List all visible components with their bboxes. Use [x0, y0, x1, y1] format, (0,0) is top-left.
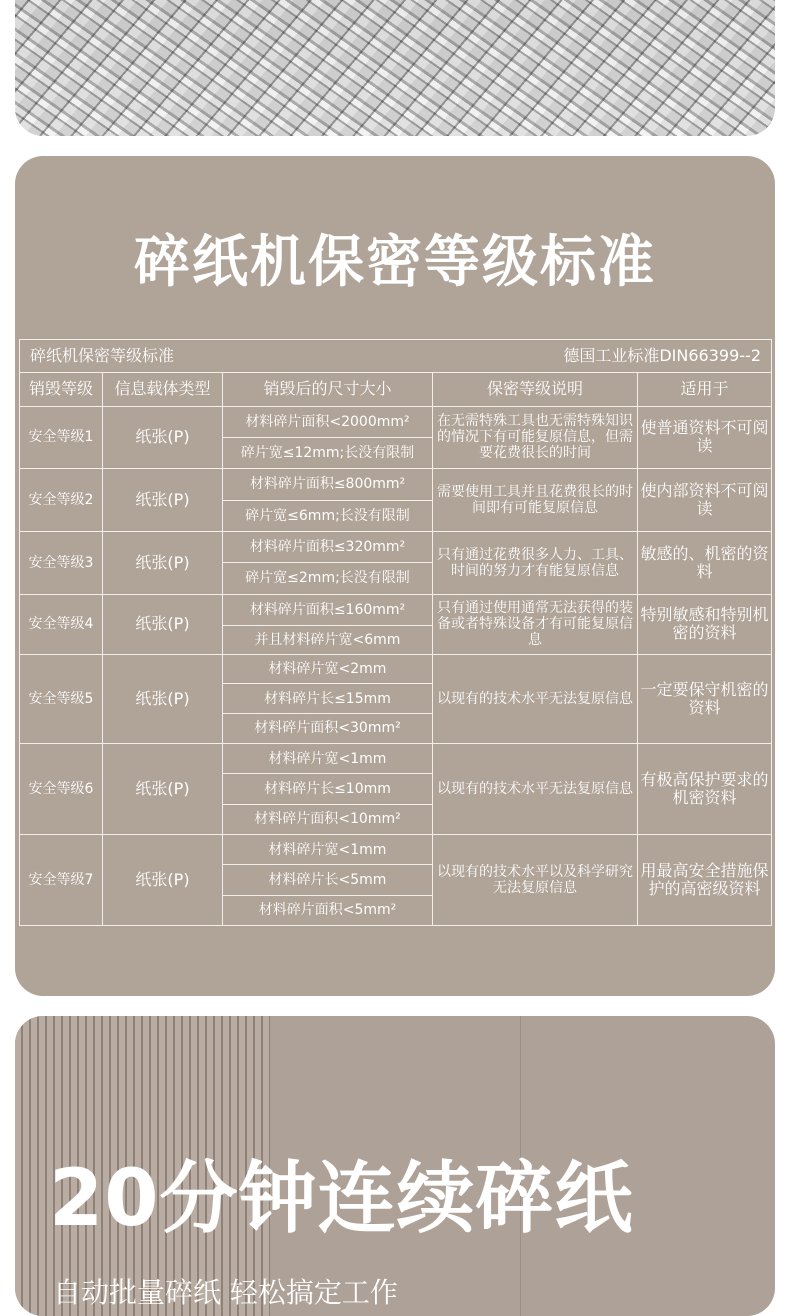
header-level: 销毁等级	[20, 373, 103, 406]
table-row	[20, 744, 772, 774]
header-media: 信息载体类型	[103, 373, 223, 406]
size-cell: 材料碎片面积<5mm²	[223, 895, 433, 925]
level-cell: 安全等级5	[20, 655, 103, 744]
media-cell: 纸张(P)	[103, 594, 223, 655]
media-cell: 纸张(P)	[103, 531, 223, 594]
media-cell: 纸张(P)	[103, 469, 223, 532]
header-description: 保密等级说明	[433, 373, 638, 406]
table-row	[20, 655, 772, 684]
applies-cell: 用最高安全措施保护的高密级资料	[638, 834, 772, 925]
security-standard-card	[15, 156, 775, 996]
size-cell: 碎片宽≤6mm;长没有限制	[223, 500, 433, 531]
applies-cell: 使内部资料不可阅读	[638, 469, 772, 532]
level-cell: 安全等级3	[20, 531, 103, 594]
level-cell: 安全等级7	[20, 834, 103, 925]
applies-cell: 使普通资料不可阅读	[638, 406, 772, 469]
size-cell: 材料碎片长≤10mm	[223, 774, 433, 804]
section-title: 碎纸机保密等级标准	[134, 230, 656, 295]
description-cell: 只有通过使用通常无法获得的装备或者特殊设备才有可能复原信息	[433, 594, 638, 655]
description-cell: 只有通过花费很多人力、工具、时间的努力才有能复原信息	[433, 531, 638, 594]
level-cell: 安全等级6	[20, 744, 103, 835]
security-level-table	[19, 339, 772, 926]
description-cell: 需要使用工具并且花费很长的时间即有可能复原信息	[433, 469, 638, 532]
table-caption-left: 碎纸机保密等级标准	[30, 346, 175, 366]
table-row	[20, 834, 772, 864]
media-cell: 纸张(P)	[103, 744, 223, 835]
size-cell: 材料碎片面积<2000mm²	[223, 406, 433, 437]
continuous-shredding-banner	[15, 1016, 775, 1316]
table-row	[20, 594, 772, 625]
table-caption	[20, 340, 772, 373]
media-cell: 纸张(P)	[103, 655, 223, 744]
header-applies: 适用于	[638, 373, 772, 406]
size-cell: 材料碎片长<5mm	[223, 865, 433, 895]
size-cell: 材料碎片面积<10mm²	[223, 804, 433, 834]
level-cell: 安全等级2	[20, 469, 103, 532]
size-cell: 碎片宽≤2mm;长没有限制	[223, 563, 433, 594]
banner-subtitle: 自动批量碎纸 轻松搞定工作	[53, 1276, 398, 1309]
size-cell: 碎片宽≤12mm;长没有限制	[223, 437, 433, 468]
level-cell: 安全等级1	[20, 406, 103, 469]
table-row	[20, 406, 772, 437]
size-cell: 材料碎片长≤15mm	[223, 684, 433, 713]
size-cell: 材料碎片面积<30mm²	[223, 713, 433, 743]
size-cell: 并且材料碎片宽<6mm	[223, 625, 433, 654]
size-cell: 材料碎片面积≤160mm²	[223, 594, 433, 625]
size-cell: 材料碎片宽<1mm	[223, 834, 433, 864]
table-row	[20, 531, 772, 562]
size-cell: 材料碎片宽<1mm	[223, 744, 433, 774]
applies-cell: 特别敏感和特别机密的资料	[638, 594, 772, 655]
table-caption-right: 德国工业标准DIN66399--2	[563, 346, 761, 366]
header-size: 销毁后的尺寸大小	[223, 373, 433, 406]
description-cell: 以现有的技术水平无法复原信息	[433, 655, 638, 744]
shredded-paper-image	[15, 0, 775, 136]
description-cell: 以现有的技术水平无法复原信息	[433, 744, 638, 835]
description-cell: 以现有的技术水平以及科学研究无法复原信息	[433, 834, 638, 925]
description-cell: 在无需特殊工具也无需特殊知识的情况下有可能复原信息，但需要花费很长的时间	[433, 406, 638, 469]
table-row	[20, 469, 772, 500]
size-cell: 材料碎片宽<2mm	[223, 655, 433, 684]
banner-title: 20分钟连续碎纸	[49, 1154, 634, 1244]
size-cell: 材料碎片面积≤800mm²	[223, 469, 433, 500]
applies-cell: 敏感的、机密的资料	[638, 531, 772, 594]
applies-cell: 有极高保护要求的机密资料	[638, 744, 772, 835]
applies-cell: 一定要保守机密的资料	[638, 655, 772, 744]
media-cell: 纸张(P)	[103, 834, 223, 925]
media-cell: 纸张(P)	[103, 406, 223, 469]
size-cell: 材料碎片面积≤320mm²	[223, 531, 433, 562]
level-cell: 安全等级4	[20, 594, 103, 655]
